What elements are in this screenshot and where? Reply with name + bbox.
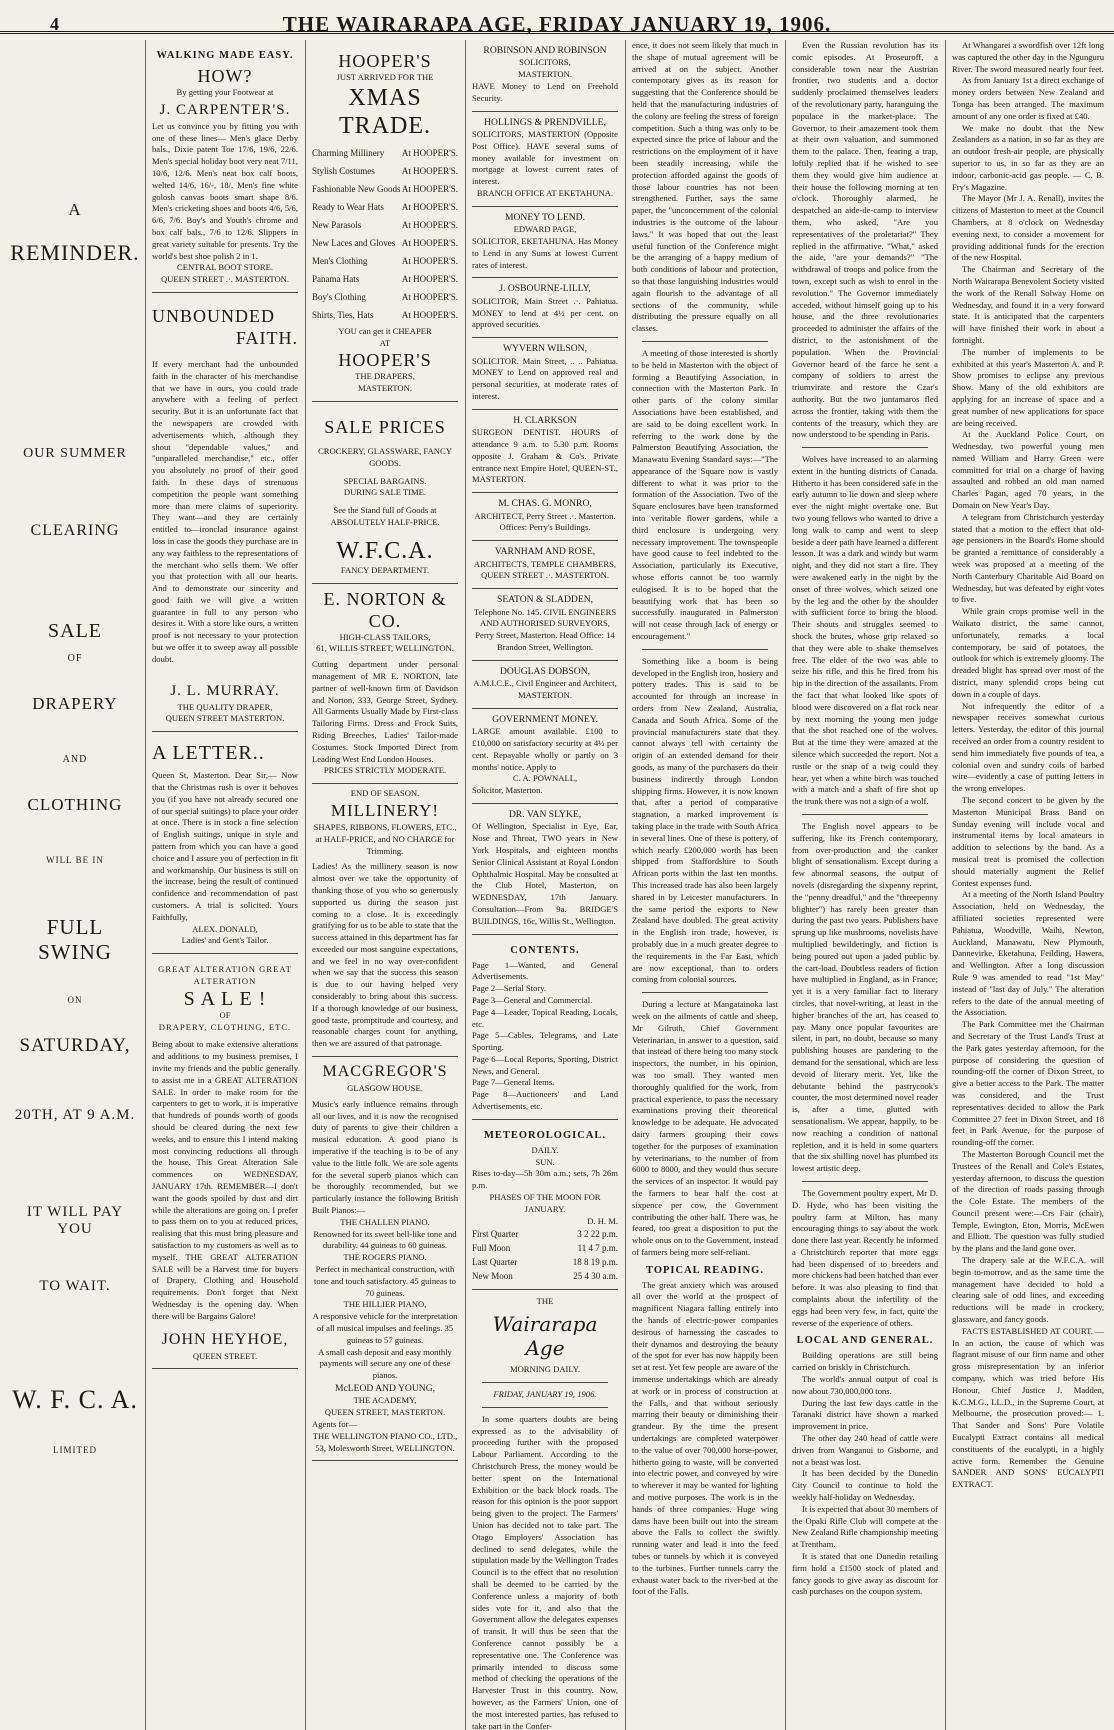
article-paragraph: As from January 1st a direct exchange of money orders between New Zealand and Tonga has been arranged. The maximum amount of any one order is fixed at £40. xyxy=(952,75,1104,121)
hollings-advert xyxy=(472,112,618,207)
moon-row: First Quarter 3 2 22 p.m. xyxy=(472,1229,618,1240)
murray-advert xyxy=(152,293,298,732)
hollings-name: HOLLINGS & PRENDVILLE, xyxy=(484,116,606,128)
divider xyxy=(802,447,928,448)
vanslyke-name: DR. VAN SLYKE, xyxy=(508,808,582,820)
ladies-text: Ladies! As the millinery season is now almost over we take the opportunity of thanking those of you who so generously supported us during the season just coming to a close. It is exceedingly gratifying for us to be able to state that the success attained in this department has far exceeded our most sanguine expectations, and we feel in no way over-confident when we say that the success this season is due to our having helped very considerably to bring about this success. If a thorough knowledge of our business, good taste, promptitude and courtesy, and reasonable charges count for anything, then we are assured of that patronage. xyxy=(312,861,458,1049)
varnham-name: VARNHAM AND ROSE, xyxy=(494,546,596,558)
reminder-heading: REMINDER. xyxy=(10,240,140,265)
hillier-text: A responsive vehicle for the interpretation of all musical impulses and feelings. 35 guineas to 57 guineas. xyxy=(312,1311,458,1345)
donald-advert xyxy=(152,732,298,954)
moon-row: Last Quarter 18 8 19 p.m. xyxy=(472,1257,618,1268)
article-paragraph: We make no doubt that the New Zealanders as a nation, in so far as they are an outdoor fresh-air people, are physically superior to us, in so far as they are an indoor, carbonic-acid gas people. — C. B. Fry's Magazine. xyxy=(952,122,1104,192)
reminder-full-swing: FULL SWING xyxy=(38,915,112,964)
column-6 xyxy=(792,40,938,1730)
seaton-name: SEATON & SLADDEN, xyxy=(496,594,594,606)
article-paragraph: It has been decided by the Dunedin City Council to continue to hold the weekly half-holiday on Wednesday. xyxy=(792,1468,938,1503)
article-paragraph: The Mayor (Mr J. A. Renall), invites the citizens of Masterton to meet at the Council Chambers, at 8 o'clock on Wednesday evening next, to consider a movement for providing additional funds for the erection of the new Hospital. xyxy=(952,193,1104,263)
article-paragraph: It is expected that about 30 members of the Opaki Rifle Club will compete at the New Zealand Rifle championship meeting at Trentham. xyxy=(792,1503,938,1550)
special-bargains: SPECIAL BARGAINS. xyxy=(343,475,427,486)
contents-item: Page 1—Wanted, and General Advertisements. xyxy=(472,959,618,982)
robinson-text: HAVE Money to Lend on Freehold Security. xyxy=(472,81,618,103)
list-item: Charming Millinery At HOOPER'S. xyxy=(312,147,458,158)
how-heading: HOW? xyxy=(197,66,253,86)
monro-name: M. CHAS. G. MONRO, xyxy=(498,498,592,510)
osbourne-text: SOLICITOR, Main Street .·. Pahiatua. MONEY to lend at 4½ per cent. on approved securities. xyxy=(472,295,618,330)
macgregor-name: MACGREGOR'S xyxy=(322,1063,448,1081)
osbourne-name: J. OSBOURNE-LILLY, xyxy=(499,283,591,295)
page-number: 4 xyxy=(50,14,59,34)
moon-column-header: D. H. M. xyxy=(587,1215,618,1226)
letter-signature-title: Ladies' and Gent's Tailor. xyxy=(181,935,269,946)
reminder-date: 20TH, AT 9 A.M. xyxy=(14,1107,136,1123)
vanslyke-text: Of Wellington, Specialist in Eye, Ear, Nose and Throat, TWO years in New York Hospitals, and eighteen months Senior Clinical Assistant at Royal London Ophthalmic Hospital. May be consulted at the Club Hotel, Masterton, on WEDNESDAY, 17th January. Consultation—From 9a. BRIDGE'S BUILDINGS, 16c, Willis St., Wellington. xyxy=(472,821,618,926)
unbounded-heading: UNBOUNDED xyxy=(152,305,275,326)
glasgow-house: GLASGOW HOUSE. xyxy=(347,1083,423,1094)
leader-section xyxy=(472,1296,618,1730)
article-paragraph: The world's annual output of coal is now about 730,000,000 tons. xyxy=(792,1374,938,1396)
seaton-advert xyxy=(472,589,618,661)
wyvern-advert xyxy=(472,338,618,410)
column-rule xyxy=(625,40,626,1730)
reminder-pay-you: IT WILL PAY YOU xyxy=(26,1204,124,1237)
article-paragraph: The Park Committee met the Chairman and Secretary of the Trust Land's Trust at the Park gates yesterday afternoon, for the purpose of considering the question of rounding-off the corner of Dixon Street, to give a better access to the Park. The matter was considered, and the Trust representatives decided to allow the Park Committee 27 feet in Dixon Street, and 18 feet in Park Avenue, for the purpose of rounding-off the corner. xyxy=(952,1019,1104,1148)
article-paragraph: A meeting of those interested is shortly to be held in Masterton with the object of forming a Beautifying Association, in connection with the Masterton Park. In other parts of the colony similar Associations have been established, and are said to be doing excellent work. In referring to the work done by the Palmerston Beautifying Association, the Manawatu Evening Standard says:—"The appearance of the Square now is vastly different to what it was prior to the formation of the Association. Two of the Square enclosures have been transformed into veritable flower gardens, while a third enclosure is undergoing very necessary improvement. The townspeople have good cause to feel indebted to the Association, particularly its Executive, whose efforts cannot be too warmly eulogised. It is to be hoped that the beautifying work that has been so successfully inaugurated in Palmerston will not cease through lack of energy or encouragement." xyxy=(632,347,778,642)
end-season: END OF SEASON. xyxy=(350,788,420,799)
great-alteration: GREAT ALTERATION GREAT ALTERATION xyxy=(158,964,292,987)
sale-prices-advert xyxy=(312,402,458,584)
sale-of: OF xyxy=(219,1009,231,1020)
list-item: Fashionable New Goods At HOOPER'S. xyxy=(312,183,458,194)
reminder-a: A xyxy=(68,200,82,219)
crockery-line: CROCKERY, GLASSWARE, FANCY GOODS. xyxy=(318,445,452,468)
reminder-limited: LIMITED xyxy=(53,1445,97,1455)
walking-heading: WALKING MADE EASY. xyxy=(156,50,294,61)
reminder-our-summer: OUR SUMMER xyxy=(23,446,127,461)
monro-text: ARCHITECT, Perry Street .·. Masterton. Offices: Perry's Buildings. xyxy=(474,510,616,533)
contents-item: Page 4—Leader, Topical Reading, Locals, etc. xyxy=(472,1006,618,1029)
edward-page: EDWARD PAGE, xyxy=(513,224,577,235)
academy-address: QUEEN STREET, MASTERTON. xyxy=(324,1407,446,1418)
heyhoe-name: JOHN HEYHOE, xyxy=(161,1330,289,1348)
govt-money-advert xyxy=(472,709,618,804)
newspaper-title: THE WAIRARAPA AGE, FRIDAY JANUARY 19, 1906. xyxy=(282,12,832,36)
monro-advert xyxy=(472,493,618,541)
divider xyxy=(642,992,768,993)
reminder-will-be-in: WILL BE IN xyxy=(46,855,104,865)
article-paragraph: During a lecture at Mangatainoka last week on the ailments of cattle and sheep, Mr Gilruth, Chief Government Veterinarian, in answer to a question, said that instead of there being too many stock inspectors, the number, in his opinion, was too small. They wanted men thoroughly qualified for the work, from practical experience, to pass the necessary examinations proving their theoretical knowledge to be adequate. He advocated dairy farmers grouping their cows together for the purposes of examination by veterinarians, to the number of from 6000 to 8000, and they would thus secure the services of an inspector. It would pay the farmers to bear half the cost at sixpence per cow, the Government contributing the other half. There was, he feared, too great a disposition to put the whole onus on to the Government, instead of farmers being more self-reliant. xyxy=(632,999,778,1257)
sale-text: Being about to make extensive alterations and additions to my business premises, I invite my friends and the public generally to assist me in a GREAT ALTERATION SALE. In order to make room for the carpenters to get to work, it is imperative that hundreds of pounds worth of goods should be cleared during the next few weeks, and to ensure this I intend making most convincing reductions all through the house. This Great Alteration Sale commences on WEDNESDAY, JANUARY 17th. REMEMBER—I don't want the goods spoiled by dust and dirt while the alterations are going on. I prefer to pass them on to you at reduced prices, realising that this must bring pleasure and satisfaction to my customers as well as to myself. THE GREAT ALTERATION SALE will be a Harvest time for buyers of Drapery, Clothing and Household requirements. Don't forget that Next Wednesday is the opening day. When there will be Bargains Galore! xyxy=(152,1039,298,1321)
divider xyxy=(482,1407,608,1408)
article-paragraph: At Whangarei a swordfish over 12ft long was captured the other day in the Ngunguru River. The sword measured nearly four feet. xyxy=(952,40,1104,74)
hoopers-heading: HOOPER'S xyxy=(338,51,432,71)
divider xyxy=(802,814,928,815)
robinson-masterton: MASTERTON. xyxy=(518,69,572,80)
heyhoe-advert xyxy=(152,954,298,1369)
just-arrived: JUST ARRIVED FOR THE xyxy=(336,72,434,82)
millinery-heading: MILLINERY! xyxy=(330,800,440,820)
small-cash: A small cash deposit and easy monthly payments will secure any one of these pianos. xyxy=(318,1346,452,1381)
meteorological-box xyxy=(472,1120,618,1291)
norton-text: Cutting department under personal management of MR E. NORTON, late partner of well-known firm of Davidson and Norton, 333, George Street, Sydney. All Garments Usually Made by First-class Tailoring Firms. Dress and Frock Suits, Riding Breeches, Ladies' Tailor-made Costumes. Stock Imported Direct from Leading West End London Houses. xyxy=(312,659,458,764)
wyvern-name: WYVERN WILSON, xyxy=(502,343,588,355)
rogers-piano: THE ROGERS PIANO. xyxy=(343,1252,427,1263)
reminder-wfca: W. F. C. A. xyxy=(12,1385,138,1414)
article-paragraph: It is stated that one Dunedin retailing firm hold a £1500 stock of plated and fancy goods to give away as discount for cash purchases on the coupon system. xyxy=(792,1551,938,1597)
paper-nameplate: Wairarapa Age xyxy=(492,1312,598,1361)
macgregor-advert xyxy=(312,1057,458,1461)
varnham-text: ARCHITECTS, TEMPLE CHAMBERS, QUEEN STREET .·. MASTERTON. xyxy=(473,558,617,581)
sale-prices-heading: SALE PRICES xyxy=(324,416,446,437)
reminder-clothing: CLOTHING xyxy=(27,795,123,814)
article-paragraph: The drapery sale at the W.F.C.A. will begin to-morrow, and as the same time the management have decided to hold a clearing sale of odd lines, and exceeding reductions will be made in crockery, glassware, and fancy goods. xyxy=(952,1255,1104,1325)
article-paragraph: FACTS ESTABLISHED AT COURT. — In an action, the cause of which was flagrant misuse of our firm name and other gross misrepresentation by an inferior company, which was tried before His Honour, Chief Justice J. Madden, K.C.M.G., LL.D., in the Supreme Court, at Melbourne, the prosecution proved:— 1. That Sander and Sons' Pure Volatile Eucalypti Extract contains all medical constituents of the eucalypti, in a highly active form. Remember the Genuine SANDER AND SONS' EUCALYPTI EXTRACT. xyxy=(952,1325,1104,1490)
article-paragraph: Building operations are still being carried on briskly in Christchurch. xyxy=(792,1350,938,1373)
by-getting-text: By getting your Footwear at xyxy=(176,87,274,97)
letter-signature: ALEX. DONALD, xyxy=(192,923,258,934)
masthead xyxy=(0,0,1114,34)
article-paragraph: The other day 240 head of cattle were driven from Wanganui to Gisborne, and not a beast was lost. xyxy=(792,1433,938,1467)
norton-advert xyxy=(312,584,458,785)
contents-item: Page 3—General and Commercial. xyxy=(472,994,593,1005)
mcleod-name: McLEOD AND YOUNG, xyxy=(334,1382,436,1394)
article-paragraph: ence, it does not seem likely that much in the shape of mutual agreement will be arrived at on the subject. Another contemporary gives as its reason for suggesting that the Conference should be held that the manufacturing industries of the colony are feeling the stress of foreign competition. Such a thing was only to be expected since the price of labour and the restrictions on the employment of it have been steadily increasing, while the protection afforded against the goods of those labour countries has not been strengthened. Further, says the same paper, the "unconcernment of the colonial industries is the outcome of the labour laws." It was hoped that out the least useful function of the Conference might be the arranging of a happy medium of both conditions of labour and protection, so that those languishing industries would again flourish to the advantage of all sections of the community, while distributing the pressure equally on all classes. xyxy=(632,40,778,334)
agents-for: Agents for— xyxy=(312,1418,358,1429)
list-item: Stylish Costumes At HOOPER'S. xyxy=(312,165,458,176)
article-paragraph: Not infrequently the editor of a newspaper receives somewhat curious letters. Yesterday, the editor of this journal received an order from a country resident to send him immediately five pounds of tea, a colonial oven and sundry coils of barbed wire—evidently a case of putting letters in the wrong envelopes. xyxy=(952,700,1104,794)
carpenter-address: QUEEN STREET .·. MASTERTON. xyxy=(160,274,290,285)
contents-item: Page 2—Serial Story. xyxy=(472,983,547,994)
robinson-solicitors: SOLICITORS, xyxy=(519,57,571,68)
hoopers-drapers: THE DRAPERS, xyxy=(355,371,415,382)
list-item: Panama Hats At HOOPER'S. xyxy=(312,273,458,284)
govt-money-text: LARGE amount available. £100 to £10,000 on satisfactory security at 4½ per cent. Repayable wholly or partly on 3 months' notice. Apply to xyxy=(472,726,618,772)
wellington-piano: THE WELLINGTON PIANO CO., LTD., xyxy=(312,1430,458,1441)
xmas-trade: XMAS TRADE. xyxy=(339,84,431,139)
letter-text: Queen St, Masterton. Dear Sir,— Now that the Christmas rush is over it behoves you (if you have not already secured one of our special suitings) to place your order at once. There is in stock a fine selection of English suitings, unique in style and pattern from which you can have a good choice and I assure you of perfection in fit and workmanship. Our business is still on the increase, being the result of continued confidence and recommendation of past customers. A trial is solicited. Yours Faithfully, xyxy=(152,770,298,922)
dobson-text: A.M.I.C.E., Civil Engineer and Architect, MASTERTON. xyxy=(473,678,617,700)
column-rule xyxy=(785,40,786,1730)
reminder-drapery: DRAPERY xyxy=(32,694,118,713)
article-paragraph: The Government poultry expert, Mr D. D. Hyde, who has been visiting the poultry farm at Milton, has many encouraging things to say about the work done there last year. Recently he informed a Christchurch reporter that more eggs had been dispensed of to breeders and more chickens had been hatched than ever before. It was also pleasing to find that complaints about the infertility of the eggs had been very few, in fact, quite the reverse of the experience of others. xyxy=(792,1187,938,1328)
contents-box xyxy=(472,935,618,1120)
sun-heading: SUN. xyxy=(535,1156,555,1167)
column-5 xyxy=(632,40,778,1730)
reminder-on: ON xyxy=(67,995,83,1005)
dobson-name: DOUGLAS DOBSON, xyxy=(499,665,591,677)
reminder-and: AND xyxy=(62,754,88,765)
list-item: Ready to Wear Hats At HOOPER'S. xyxy=(312,201,458,212)
column-7 xyxy=(952,40,1104,1730)
article-paragraph: The English novel appears to be suffering, like its French contemporary, from over-production and the canker blight of sensationalism. Except during a few abnormal seasons, the output of novels (disregarding the sixpenny reprint, the "penny dreadful," and the "threepenny blighter") has rarely been greater than during the past two years. Publishers have sprung up like mushrooms, novelists have multiplied bewilderingly, and fiction is being poured out upon a jaded public by the cart-load. Doubtless readers of fiction have multiplied in England, as in France; yet it is a very familiar fact to literary circles, that novel-writing, at least in the higher branches of the art, has ceased to pay. Many once popular favourites are silent, in part, no doubt, because so many publishing houses are pandering to the demand for the sensational, which are less devoid of literary merit. Yet, like the debutante behind the pastrycook's counter, the most determined novel reader is, after a time, glutted with sensationalism. We appear, happily, to be now reaching a condition of national repletion, and it is held in some quarters that the six shilling novel has plumbed its lowest artistic deep. xyxy=(792,821,938,1174)
list-item: Boy's Clothing At HOOPER'S. xyxy=(312,291,458,302)
divider xyxy=(642,341,768,342)
list-item: Shirts, Ties, Hats At HOOPER'S. xyxy=(312,309,458,320)
article-paragraph: At the Auckland Police Court, on Wednesday, two powerful young men named William and Harry Green were committed for trial on a charge of having assaulted and robbed an old man named Charles Pagan, aged 70 years, in the Domain on New Year's Day. xyxy=(952,429,1104,511)
list-item: Men's Clothing At HOOPER'S. xyxy=(312,255,458,266)
faith-heading: FAITH. xyxy=(235,327,298,348)
divider xyxy=(482,1382,608,1383)
page-text: SOLICITOR, EKETAHUNA. Has Money to Lend in any Sums at lowest Current rates of interest. xyxy=(472,235,618,270)
article-paragraph: The Masterton Borough Council met the Trustees of the Renall and Cole's Estates, yesterday afternoon, to discuss the question of the direction of roads passing through the Cole Estate. The members of the Council present were:—Crs Fair (chair), Temple, Ewington, Eton, Morris, McEwen and Elliott. The question was fully studied by the plans and the land gone over. xyxy=(952,1148,1104,1254)
article-paragraph: During the last few days cattle in the Taranaki district have shown a marked improvement in price. xyxy=(792,1397,938,1432)
millinery-half-price: at HALF-PRICE, and NO CHARGE for Trimming. xyxy=(315,833,455,856)
contents-heading: CONTENTS. xyxy=(510,944,580,956)
wellington-address: 53, Molesworth Street, WELLINGTON. xyxy=(315,1442,455,1453)
column-rule xyxy=(945,40,946,1730)
contents-item: Page 5—Cables, Telegrams, and Late Sporting. xyxy=(472,1030,618,1053)
list-item: New Parasols At HOOPER'S. xyxy=(312,219,458,230)
daily-label: DAILY. xyxy=(531,1144,559,1155)
heyhoe-address: QUEEN STREET. xyxy=(192,1350,258,1361)
hillier-piano: THE HILLIER PIANO, xyxy=(343,1299,427,1310)
contents-item: Page 7—General Items. xyxy=(472,1077,555,1088)
faith-text: If every merchant had the unbounded faith in the character of his merchandise that we have in ours, you could trade anywhere with a feeling of perfect security. But it is an unfortunate fact that the newspapers are crowded with advertisements which, although they shout "dependable values," and "unparalleled merchandise," etc., offer you absolutely no proof of their good faith. In these days of strenuous competition the people want something more than mere claims of superiority. They want—and they are certainly entitled to—ironclad insurance against loss in case the goods they purchase are in any way faithless to the representations of the merchant who sells them. We offer you that protection with all our hearts. And to demonstrate our sincerity and good faith we will give a written guarantee in full to any person who desires it. With a store like ours, a written proof is not necessary to your protection but we offer it to sweep away all possible doubt. xyxy=(152,358,298,664)
money-lend-heading: MONEY TO LEND. xyxy=(504,211,586,223)
varnham-advert xyxy=(472,541,618,589)
dobson-advert xyxy=(472,661,618,709)
article-paragraph: A telegram from Christchurch yesterday stated that a motion to the effect that old-age pensioners in the Board's Home should be granted a remittance of considerably a week was proposed at a meeting of the North Canterbury Charitable Aid Board on Wednesday, but was defeated by eight votes to five. xyxy=(952,511,1104,605)
moon-row: New Moon 25 4 30 a.m. xyxy=(472,1271,618,1282)
hoopers-advert xyxy=(312,40,458,402)
divider xyxy=(802,1181,928,1182)
column-2 xyxy=(152,40,298,1730)
hoopers-heading-2: HOOPER'S xyxy=(338,350,432,371)
column-wfca-reminder xyxy=(10,40,140,1730)
meteorological-heading: METEOROLOGICAL. xyxy=(483,1129,607,1141)
column-3 xyxy=(312,40,458,1730)
divider xyxy=(642,649,768,650)
article-paragraph: Wolves have increased to an alarming extent in the hunting districts of Canada. Hitherto it has been considered safe in the early autumn to lie down and sleep where ever the night might overtake one. But two young fellows who wanted to drive a long walk to camp and went to sleep beside a deer path have learned a different lesson. It was a dark and windy but warm night, and they did not start a fire. They were awakened early in the night by the onset of three wolves, which seized one by the leg and the other by the shoulder with sufficient force to bring the blood. Their shouts and struggles seemed to shock the brutes, whose grip relaxed so that they were able to shake themselves free. The elder of the two was able to seize his rifle, and this he fired from his hip in the direction of the assailants. From the fact that what looked like spots of blood were discovered on a flat rock near by next morning the young men judge that the shot reached one of the wolves. But at the time they were amazed at the silence which succeeded the report. Not a rustle or the snap of a twig could they hear, yet when a white birch was touched with a match and a shaft of fire shot up the trunk there was not a sign of a wolf. xyxy=(792,454,938,807)
hoopers-list xyxy=(312,146,458,322)
osbourne-advert xyxy=(472,278,618,338)
challen-piano: THE CHALLEN PIANO. xyxy=(340,1216,430,1227)
carpenter-name: J. CARPENTER'S. xyxy=(159,101,291,118)
carpenter-text: Let us convince you by fitting you with one of these lines— Men's glace Derby bals., Dixie patent Toe 17/6, 19/6, 22/6. Men's special holiday boot very neat 7/11, 10/6, 12/6. Men's neat box calf boots, welted 14/6, 16/-, 18/. Men's fine white golosh canvas boots smart shape 8/6. Men's cricketing shoes and boots 4/6, 5/6, 6/6, 7/6. Boy's and Youth's chrome and box calf bals., 7/6 to 12/6. Slippers in great variety suitable for presents. Try the world's best shoe polish 2 in 1. xyxy=(152,120,298,261)
clarkson-text: SURGEON DENTIST. HOURS of attendance 9 a.m. to 5.30 p.m. Rooms opposite J. Graham & Co's. Private entrance next Empire Hotel, QUEEN-ST., MASTERTON. xyxy=(472,427,618,485)
contents-item: Page 8—Auctioneers' and Land Advertisements, etc. xyxy=(472,1089,618,1112)
article-paragraph: Something like a boom is being developed in the English iron, hosiery and pottery trades. This is said to be accounted for through an increase in orders from New Zealand, Australia, Canada and South Africa. Some of the provincial manufacturers state that they cannot always tell with certainty the origin of an extended demand for their goods, as many of the purchasers do their business indirectly through London shipping firms. However, it is now known that, after a period of comparative stagnation, a marked improvement is taking place in the trade with South Africa in several lines. One of these is pottery, of which nearly £200,000 worth has been shipped from Staffordshire to South African ports within the last ten months. This increased trade has also been largely shared in by Leicester manufacturers. In the same period the exports to New Zealand have doubled. The great activity in the English iron trade, however, is probably due in a much greater degree to the requirements in the Far East, which are now exceptional, than to orders coming from colonial sources. xyxy=(632,655,778,985)
article-paragraph: The Chairman and Secretary of the North Wairarapa Benevolent Society visited the work of the Renall Solway Home on Wednesday, and found it in a very forward state. It is anticipated that the carpenters will have finished their work in about a fortnight. xyxy=(952,264,1104,345)
reminder-to-wait: TO WAIT. xyxy=(39,1278,111,1294)
robinson-name: ROBINSON AND ROBINSON xyxy=(483,45,607,56)
column-rule xyxy=(465,40,466,1730)
murray-name: J. L. MURRAY. xyxy=(170,682,280,699)
norton-address: 61, WILLIS STREET, WELLINGTON. xyxy=(316,643,454,654)
clarkson-name: H. CLARKSON xyxy=(513,414,577,426)
pownall-sub: Solicitor, Masterton. xyxy=(472,785,543,796)
norton-tailors: HIGH-CLASS TAILORS, xyxy=(339,631,431,642)
hoopers-masterton: MASTERTON. xyxy=(358,383,412,394)
leader-date: FRIDAY, JANUARY 19, 1906. xyxy=(493,1389,597,1400)
list-item: New Laces and Gloves At HOOPER'S. xyxy=(312,237,458,248)
sale-heading: S A L E ! xyxy=(183,987,267,1010)
leader-text: In some quarters doubts are being expressed as to the advisability of proceeding further with the proposed Labour Parliament. According to the Christchurch Press, the money would be better spent on the International Exhibition or the back block roads. The reason for this opinion is the poor support being given to the project. The Farmers' Union has decided not to take part. The Otago Employers' Association has declined to send delegates, while the stipulation made by the Wellington Trades Council is to the effect that no resolution shall be deemed to be carried by the Conference unless a majority of both sides vote for it, and also that the Government allow the delegates expenses of transit. It will thus be seen that the Conference cannot possibly be a representative one. The Conference was primarily intended to discuss some method of checking the operations of the Harvester Trust in this country. Now, however, as the Farmers' Union, one of the most interested parties, has refused to take part in the Confer- xyxy=(472,1413,618,1730)
local-general-heading: LOCAL AND GENERAL. xyxy=(796,1335,934,1347)
the-label: THE xyxy=(536,1296,554,1307)
wfca-heading: W.F.C.A. xyxy=(336,537,434,564)
millinery-advert xyxy=(312,784,458,1057)
hollings-text: SOLICITORS, MASTERTON (Opposite Post Office). HAVE several sums of money available for investment on mortgage at lowest current rates of interest. xyxy=(472,129,618,187)
article-paragraph: Even the Russian revolution has its comic episodes. At Proseuroff, a considerable town near the Austrian frontier, two students and a doctor suddenly proclaimed themselves leaders of the revolutionary party, haranguing the populace in the market-place. The Governor, to their amazement took them at their own valuation, and summoned them to the palace. Then, fearing a trap, loftily replied that if he wished to see them they would give him audience at their house the following morning at ten o'clock. Thoroughly alarmed, he despatched an aide-de-camp to interview them, who asked, "Are you representatives of the proletariat?" They replied in the affirmative. "What," asked the aide, "are your demands?" "The withdrawal of troops and police from the town, except such as wish to enrol in the revolution." The Governor immediately acceded, without himself going up to his house, and the three revolutionaries proceeded to administer the affairs of the district, to the astonishment of the population. When the Provincial Governor heard of the farce he sent a company of soldiers to arrest the triumvirate and restore the Czar's authority. But the two juntamaros fled across the frontier, taking with them the contents of the treasury, which they are now understood to be spending in Paris. xyxy=(792,40,938,440)
article-paragraph: While grain crops promise well in the Waikato district, the same cannot, unfortunately, remarks a local contemporary, be said of potatoes, the outlook for which is extremely gloomy. The dreaded blight has spread over most of the district, many splendid crops being cut down in a couple of days. xyxy=(952,606,1104,699)
moon-heading: PHASES OF THE MOON FOR JANUARY. xyxy=(489,1192,601,1214)
govt-money-heading: GOVERNMENT MONEY. xyxy=(492,713,598,725)
central-boot-store: CENTRAL BOOT STORE. xyxy=(176,262,274,273)
hollings-branch: BRANCH OFFICE AT EKETAHUNA. xyxy=(476,187,614,198)
quality-draper: THE QUALITY DRAPER, xyxy=(177,701,273,712)
challen-text: Renowned for its sweet bell-like tone and durability. 44 guineas to 60 guineas. xyxy=(313,1228,457,1251)
page-advert xyxy=(472,207,618,279)
during-sale: DURING SALE TIME. xyxy=(343,487,427,498)
at-line: AT xyxy=(379,337,391,348)
clarkson-advert xyxy=(472,410,618,493)
vanslyke-advert xyxy=(472,804,618,935)
contents-item: Page 6—Local Reports, Sporting, District News, and General. xyxy=(472,1053,618,1076)
carpenter-advert xyxy=(152,40,298,293)
fancy-department: FANCY DEPARTMENT. xyxy=(340,564,430,575)
article-paragraph: At a meeting of the North Island Poultry Association, held on Wednesday, the affiliated societies represented were Pahiatua, Woodville, Waihi, Newton, Auckland, Manawatu, New Plymouth, Dannevirke, Eketahuna, Feilding, Hawera, and Wellington. After a long discussion Rule 9 was amended to read "1st May" instead of "last day of July." The alteration refers to the date of the annual meeting of the Association. xyxy=(952,889,1104,1018)
reminder-clearing: CLEARING xyxy=(30,522,120,539)
music-text: Music's early influence remains through all our lives, and it is now the recognised duty of parents to give their children a musical education. A good piano is imperative if the teaching is to be of any value to the little folk. We are sole agents for the several superb pianos which can be thoroughly recommended, but we particularly instance the following British Built Pianos:— xyxy=(312,1098,458,1216)
moon-row: Full Moon 11 4 7 p.m. xyxy=(472,1243,618,1254)
cheaper-line: YOU can get it CHEAPER xyxy=(338,325,432,336)
reminder-saturday: SATURDAY, xyxy=(19,1035,131,1056)
murray-address: QUEEN STREET MASTERTON. xyxy=(165,713,285,724)
sale-drapery: DRAPERY, CLOTHING, ETC. xyxy=(158,1021,292,1032)
column-rule xyxy=(145,40,146,1730)
millinery-items: SHAPES, RIBBONS, FLOWERS, ETC., xyxy=(313,821,457,832)
article-paragraph: The number of implements to be exhibited at this year's Masterton A. and P. Show promises to eclipse any previous Show. Many of the old exhibitors are applying for an increase of space and a great number of new applications for space are being received. xyxy=(952,346,1104,428)
topical-heading: TOPICAL READING. xyxy=(646,1264,764,1276)
letter-heading: A LETTER.. xyxy=(152,742,265,765)
sun-text: Rises to-day—5h 30m a.m.; sets, 7h 26m p.m. xyxy=(472,1168,618,1191)
morning-daily: MORNING DAILY. xyxy=(509,1364,581,1375)
column-rule xyxy=(305,40,306,1730)
rogers-text: Perfect in mechanical construction, with tone and touch satisfactory. 45 guineas to 70 guineas. xyxy=(314,1264,456,1298)
column-4 xyxy=(472,40,618,1730)
pownall-name: C. A. POWNALL, xyxy=(512,773,578,784)
robinson-advert xyxy=(472,40,618,112)
half-price-line: ABSOLUTELY HALF-PRICE. xyxy=(330,516,440,527)
norton-name: E. NORTON & CO. xyxy=(323,588,447,631)
wyvern-text: SOLICITOR. Main Street, .. .. Pahiatua. MONEY to Lend on approved real and personal securities, at moderate rates of interest. xyxy=(472,355,618,401)
reminder-sale: SALE xyxy=(48,620,102,642)
article-paragraph: The great anxiety which was aroused all over the world at the prospect of magnificent Niagara falling entirely into the hands of electric-power companies desirous of harnessing the cascades to their dynamos and destroying the beauty of the spot for ever has now happily been set at rest. Yet few people are aware of the immense undertakings which are already at work or in process of construction at the Falls, and that without seriously marring their beauty or diminishing their grandeur. By the time the present undertakings are completed waterpower to the value of over 700,000 horse-power, hitherto going to waste, will be converted into electric power, and conveyed by wire to wherever it may be wanted for lighting and motive purposes. The work is in the hands of three companies. Huge wing dams have been built out into the stream above the Falls to collect the swiftly running water and lead it into the feed tubes or tunnels by which it is conveyed to the turbines. Further tunnels carry the exhaust water back to the river-bed at the foot of the Falls. xyxy=(632,1279,778,1597)
prices-moderate: PRICES STRICTLY MODERATE. xyxy=(323,765,447,776)
seaton-text: Telephone No. 145. CIVIL ENGINEERS AND AUTHORISED SURVEYORS, Perry Street, Masterton. Head Office: 14 Brandon Street, Wellington. xyxy=(473,606,617,652)
article-paragraph: The second concert to be given by the Masterton Municipal Brass Band on Sunday evening will include vocal and instrumental items by local amateurs in addition to selections by the band. As a musical treat is promised the collection should materially augment the Relief Contest expenses fund. xyxy=(952,795,1104,888)
see-stand: See the Stand full of Goods at xyxy=(333,505,437,516)
reminder-of: OF xyxy=(67,653,83,664)
academy: THE ACADEMY, xyxy=(353,1395,417,1406)
